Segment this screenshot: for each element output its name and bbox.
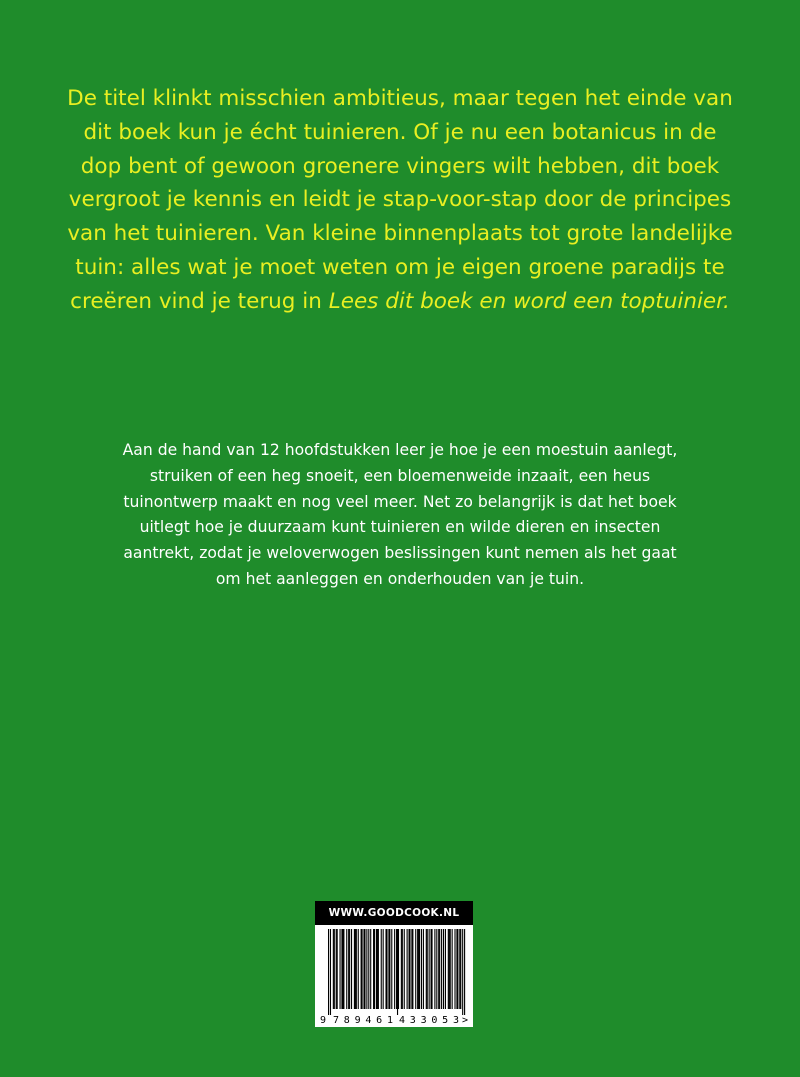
intro-paragraph [60,82,740,319]
barcode-bar [366,929,367,1009]
barcode-bar [409,929,410,1009]
barcode-bar [456,929,457,1009]
barcode-bar [450,929,451,1009]
barcode-bar [448,929,449,1009]
barcode-label [315,901,473,1027]
website-url: WWW.GOODCOOK.NL [315,901,473,925]
barcode-bar [394,929,395,1009]
barcode-bar [337,929,338,1009]
barcode-bar [402,929,403,1009]
barcode-bar [334,929,335,1009]
barcode-bar [333,929,334,1009]
barcode-bar [341,929,342,1009]
barcode-bar [330,929,331,1015]
barcode-bar [386,929,387,1009]
barcode-bar [415,929,416,1009]
barcode-bar [348,929,349,1009]
barcode-bar [378,929,379,1009]
barcode-bar [351,929,352,1009]
isbn-lead-digit: 9 [320,1015,327,1026]
barcode-bar [429,929,430,1009]
barcode-bar [346,929,347,1009]
barcode-bar [459,929,460,1009]
barcode-bar [381,929,382,1009]
barcode-bar [361,929,362,1009]
barcode-bar [404,929,405,1009]
barcode-bar [452,929,453,1009]
barcode-bar [412,929,413,1009]
barcode-bar [427,929,428,1009]
barcode-bar [374,929,375,1009]
book-title-italic: Lees dit boek en word een toptuinier. [328,288,730,314]
barcode-bar [431,929,432,1009]
barcode-bar [464,929,465,1015]
barcode-bar [349,929,350,1009]
barcode-bar [408,929,409,1009]
barcode-bar [460,929,461,1009]
barcode-bar [411,929,412,1009]
barcode-bar [368,929,369,1009]
barcode-bar [342,929,343,1009]
barcode-bar [417,929,418,1009]
intro-text: De titel klinkt misschien ambitieus, maar tegen het einde van dit boek kun je écht tuinieren. Of je nu een botanicus in de dop bent of gewoon groenere vingers wilt hebben, dit boek vergroot je kennis en leidt je stap-voor-stap door de principes van het tuinieren. Van kleine binnenplaats tot grote landelijke tuin: alles wat je moet weten om je eigen groene paradijs te creëren vind je terug in [67,86,733,314]
barcode-bar [362,929,363,1009]
isbn-barcode [315,925,473,1027]
barcode-bar [363,929,364,1009]
barcode-bar [419,929,420,1009]
barcode-bar [383,929,384,1009]
barcode-bar [388,929,389,1009]
barcode-bar [354,929,355,1009]
barcode-bar [436,929,437,1009]
barcode-bar [358,929,359,1009]
barcode-bar [396,929,397,1009]
barcode-bar [449,929,450,1009]
isbn-trailing-mark: > [462,1015,469,1026]
barcode-bar [391,929,392,1009]
barcode-bar [434,929,435,1009]
barcode-bar [454,929,455,1009]
barcode-bar [401,929,402,1009]
barcode-bar [426,929,427,1009]
isbn-left-group: 789461 [333,1015,393,1026]
barcode-bar [397,929,398,1015]
barcode-bar [343,929,344,1009]
barcode-bar [421,929,422,1009]
barcode-bar [462,929,463,1015]
barcode-bar [370,929,371,1009]
barcode-bar [328,929,329,1015]
barcode-bar [457,929,458,1009]
barcode-bar [355,929,356,1009]
barcode-bar [385,929,386,1009]
barcode-bar [445,929,446,1009]
barcode-bar [441,929,442,1009]
barcode-bar [376,929,377,1009]
barcode-bar [356,929,357,1009]
barcode-bar [398,929,399,1009]
barcode-bar [418,929,419,1009]
body-paragraph: Aan de hand van 12 hoofdstukken leer je hoe je een moestuin aanlegt, struiken of een heg snoeit, een bloemenweide inzaait, een heus tuinontwerp maakt en nog veel meer. Net zo belangrijk is dat het boek uitlegt hoe je duurzaam kunt tuinieren en wilde dieren en insecten aantrekt, zodat je weloverwogen beslissingen kunt nemen als het gaat om het aanleggen en onderhouden van je tuin. [122,441,678,588]
barcode-bar [373,929,374,1009]
barcode-bar [439,929,440,1009]
barcode-bar [438,929,439,1009]
barcode-bar [431,929,432,1009]
barcode-bar [389,929,390,1009]
barcode-bar [377,929,378,1009]
barcode-bar [364,929,365,1009]
barcode-bar [336,929,337,1009]
barcode-bar [423,929,424,1009]
barcode-bar [443,929,444,1009]
barcode-bar [340,929,341,1009]
isbn-right-group: 433053 [399,1015,459,1026]
barcode-bar [407,929,408,1009]
